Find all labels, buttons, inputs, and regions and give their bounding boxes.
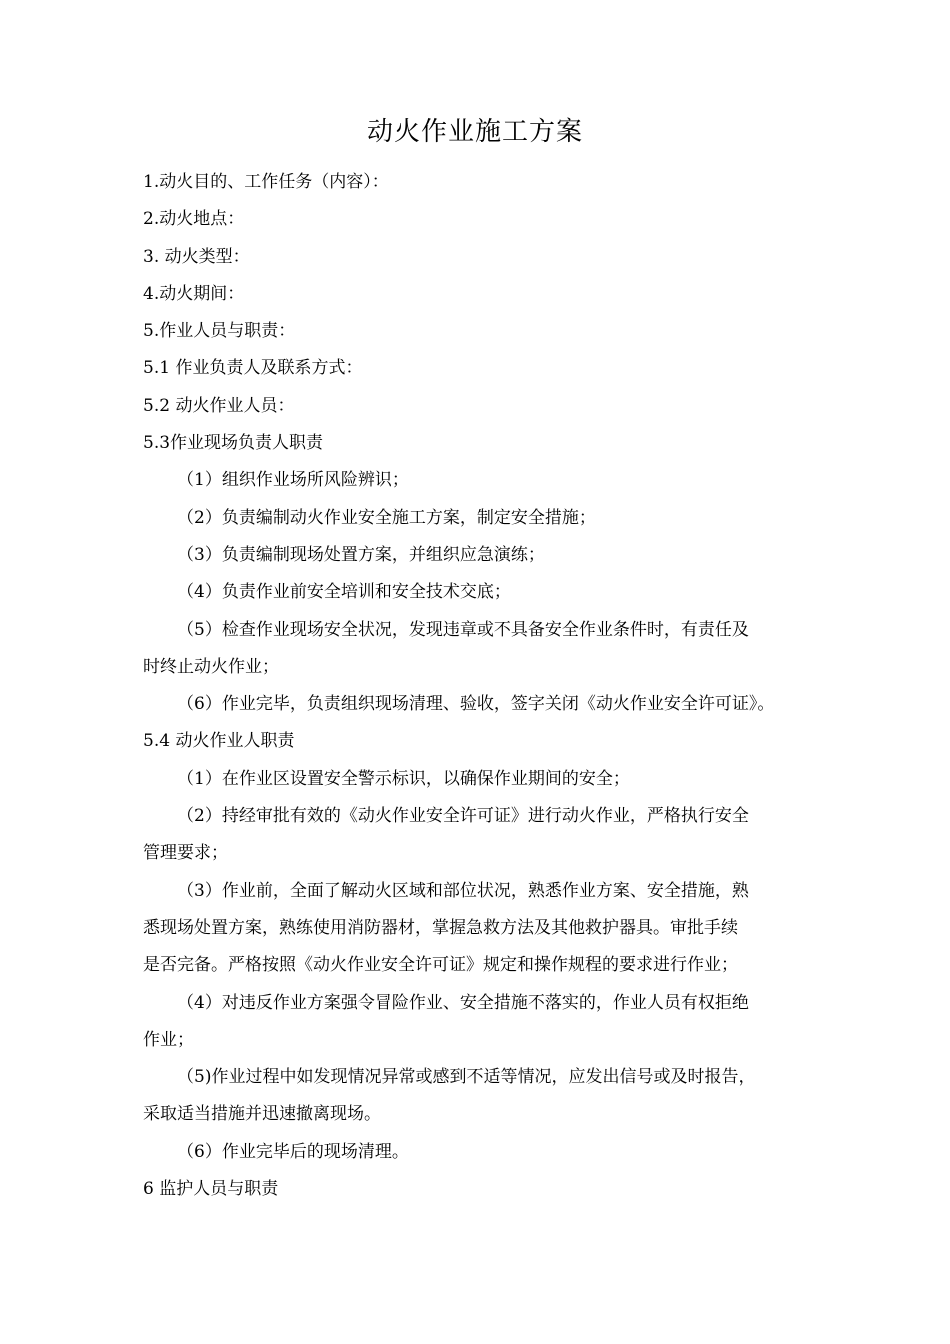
section-5-heading: 5.作业人员与职责： [143,321,296,342]
section-5-3-item-2: （2）负责编制动火作业安全施工方案，制定安全措施； [177,507,596,528]
section-5-3-item-3: （3）负责编制现场处置方案，并组织应急演练； [177,544,545,565]
section-5-3-item-5: （5）检查作业现场安全状况，发现违章或不具备安全作业条件时，有责任及 [177,619,749,640]
section-5-4-item-5-cont: 采取适当措施并迅速撤离现场。 [143,1104,381,1125]
section-5-4-item-4-cont: 作业； [143,1029,194,1050]
section-5-4-item-5: （5)作业过程中如发现情况异常或感到不适等情况，应发出信号或及时报告， [177,1067,756,1088]
section-3-type: 3. 动火类型： [143,246,250,267]
section-5-4-item-2-cont: 管理要求； [143,843,228,864]
section-5-3-item-1: （1）组织作业场所风险辨识； [177,470,409,491]
section-6-heading: 6 监护人员与职责 [143,1179,279,1200]
section-5-4-item-6: （6）作业完毕后的现场清理。 [177,1141,409,1162]
section-1-purpose: 1.动火目的、工作任务（内容）： [143,172,389,192]
document-title: 动火作业施工方案 [366,117,583,147]
section-5-3-item-5-cont: 时终止动火作业； [143,656,279,677]
section-5-1: 5.1 作业负责人及联系方式： [143,358,363,379]
section-5-4-item-4: （4）对违反作业方案强令冒险作业、安全措施不落实的，作业人员有权拒绝 [177,992,749,1013]
section-5-4-item-3-cont-1: 悉现场处置方案，熟练使用消防器材，掌握急救方法及其他救护器具。审批手续 [143,917,738,938]
section-5-4-item-3: （3）作业前，全面了解动火区域和部位状况，熟悉作业方案、安全措施，熟 [177,880,749,901]
section-5-3-item-4: （4）负责作业前安全培训和安全技术交底； [177,582,511,603]
section-5-4-item-2: （2）持经审批有效的《动火作业安全许可证》进行动火作业，严格执行安全 [177,806,749,827]
section-5-2: 5.2 动火作业人员： [143,395,295,416]
document-body [143,164,808,1208]
section-5-3-item-6: （6）作业完毕，负责组织现场清理、验收，签字关闭《动火作业安全许可证》。 [177,694,775,715]
section-5-3-heading: 5.3作业现场负责人职责 [143,433,324,454]
section-5-4-item-1: （1）在作业区设置安全警示标识，以确保作业期间的安全； [177,768,630,789]
section-2-location: 2.动火地点： [143,209,245,230]
section-4-period: 4.动火期间： [143,283,245,304]
section-5-4-heading: 5.4 动火作业人职责 [143,731,295,752]
section-5-4-item-3-cont-2: 是否完备。严格按照《动火作业安全许可证》规定和操作规程的要求进行作业； [143,955,738,976]
